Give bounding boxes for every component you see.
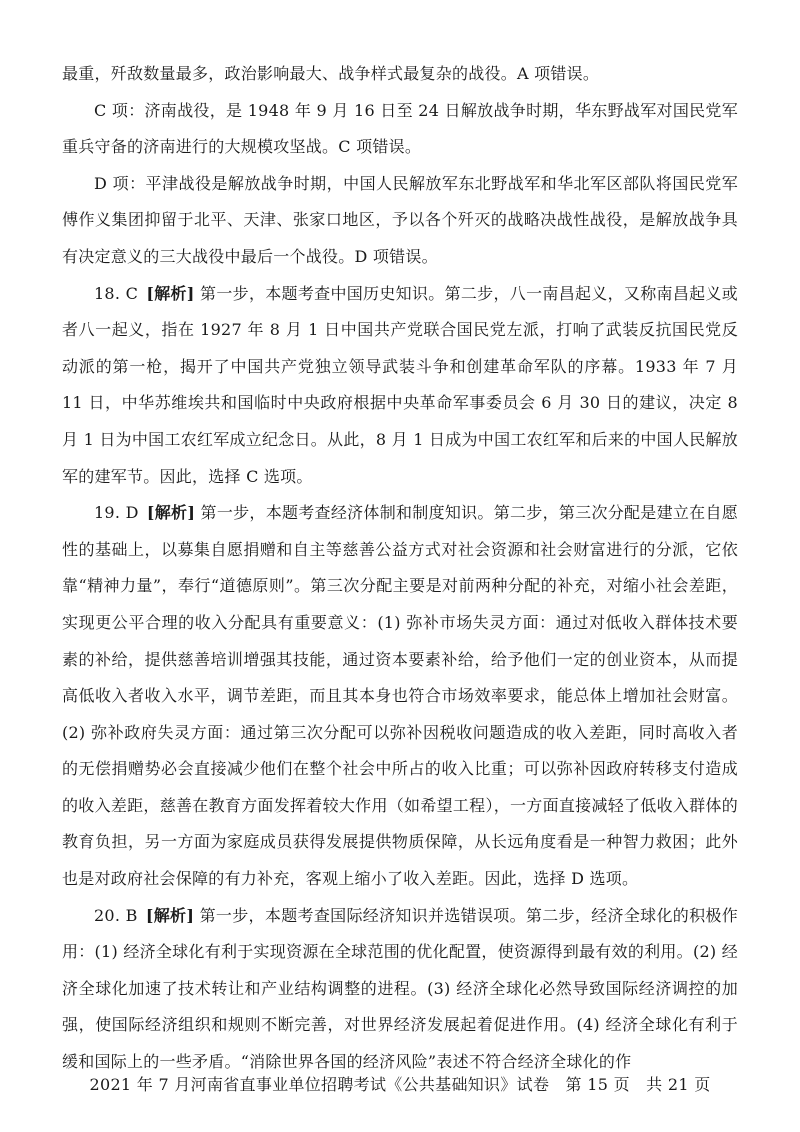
paragraph-option-d xyxy=(62,166,738,276)
analysis-tag: [解析] xyxy=(146,503,196,523)
answer-number: 18. C xyxy=(94,283,139,303)
analysis-tag: [解析] xyxy=(145,905,195,925)
paragraph-text: 最重，歼敌数量最多，政治影响最大、战争样式最复杂的战役。A 项错误。 xyxy=(62,64,600,83)
page-footer: 2021 年 7 月河南省直事业单位招聘考试《公共基础知识》试卷 第 15 页 共 21 页 xyxy=(89,1075,711,1094)
answer-number: 20. B xyxy=(94,905,138,925)
body-text xyxy=(62,56,738,1081)
paragraph-a-conclusion xyxy=(62,56,738,93)
answer-text: 第一步，本题考查国际经济知识并选错误项。第二步，经济全球化的积极作用：(1) 经济全球化有利于实现资源在全球范围的优化配置，使资源得到最有效的利用。(2) 经济全球化加速了技术转让和产业结构调整的进程。(3) 经济全球化必然导致国际经济调控的加强，使国际经济组织和规则不断完善，对世界经济发展起着促进作用。(4) 经济全球化有利于缓和国际上的一些矛盾。“消除世界各国的经济风险”表述不符合经济全球化的作 xyxy=(62,905,738,1072)
paragraph-text: D 项：平津战役是解放战争时期，中国人民解放军东北野战军和华北军区部队将国民党军傅作义集团抑留于北平、天津、张家口地区，予以各个歼灭的战略决战性战役，是解放战争具有决定意义的三大战役中最后一个战役。D 项错误。 xyxy=(62,173,738,266)
answer-text: 第一步，本题考查中国历史知识。第二步，八一南昌起义，又称南昌起义或者八一起义，指在 1927 年 8 月 1 日中国共产党联合国民党左派，打响了武装反抗国民党反动派的第一枪，揭开了中国共产党独立领导武装斗争和创建革命军队的序幕。1933 年 7 月 11 日，中华苏维埃共和国临时中央政府根据中央革命军事委员会 6 月 30 日的建议，决定 8 月 1 日为中国工农红军成立纪念日。从此，8 月 1 日成为中国工农红军和后来的中国人民解放军的建军节。因此，选择 C 选项。 xyxy=(62,283,738,486)
paragraph-option-c xyxy=(62,93,738,166)
answer-text: 第一步，本题考查经济体制和制度知识。第二步，第三次分配是建立在自愿性的基础上，以募集自愿捐赠和自主等慈善公益方式对社会资源和社会财富进行的分派，它依靠“精神力量”，奉行“道德原则”。第三次分配主要是对前两种分配的补充，对缩小社会差距，实现更公平合理的收入分配具有重要意义：(1) 弥补市场失灵方面：通过对低收入群体技术要素的补给，提供慈善培训增强其技能，通过资本要素补给，给予他们一定的创业资本，从而提高低收入者收入水平，调节差距，而且其本身也符合市场效率要求，能总体上增加社会财富。(2) 弥补政府失灵方面：通过第三次分配可以弥补因税收问题造成的收入差距，同时高收入者的无偿捐赠势必会直接减少他们在整个社会中所占的收入比重；可以弥补因政府转移支付造成的收入差距，慈善在教育方面发挥着较大作用（如希望工程），一方面直接减轻了低收入群体的教育负担，另一方面为家庭成员获得发展提供物质保障，从长远角度看是一种智力救困；此外也是对政府社会保障的有力补充，客观上缩小了收入差距。因此，选择 D 选项。 xyxy=(62,503,738,889)
analysis-tag: [解析] xyxy=(146,283,195,303)
answer-20 xyxy=(62,898,738,1081)
paragraph-text: C 项：济南战役，是 1948 年 9 月 16 日至 24 日解放战争时期，华东野战军对国民党军重兵守备的济南进行的大规模攻坚战。C 项错误。 xyxy=(62,100,738,157)
answer-number: 19. D xyxy=(94,503,139,523)
answer-18 xyxy=(62,276,738,496)
answer-19 xyxy=(62,495,738,898)
